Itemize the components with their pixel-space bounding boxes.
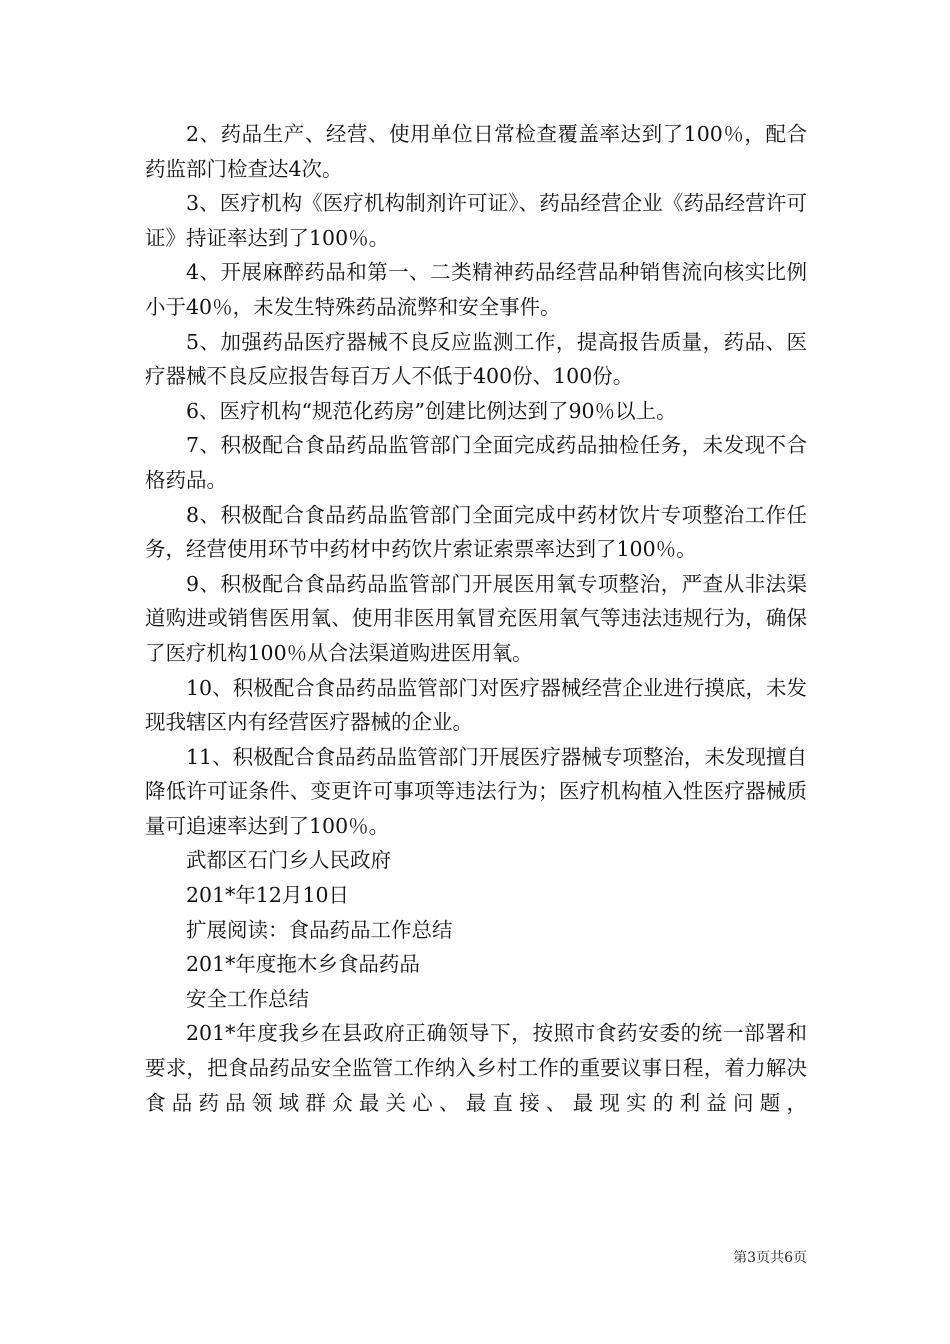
extended-reading-heading: 扩展阅读：食品药品工作总结 [186, 917, 453, 942]
paragraph-item-4: 4、开展麻醉药品和第一、二类精神药品经营品种销售流向核实比例小于40％，未发生特殊药品流弊和安全事件。 [145, 260, 807, 319]
paragraph-item-7: 7、积极配合食品药品监管部门全面完成药品抽检任务，未发现不合格药品。 [145, 433, 807, 492]
signature-date: 201*年12月10日 [186, 883, 350, 908]
paragraph-item-2: 2、药品生产、经营、使用单位日常检查覆盖率达到了100％，配合药监部门检查达4次。 [145, 122, 807, 181]
paragraph-item-9: 9、积极配合食品药品监管部门开展医用氧专项整治，严查从非法渠道购进或销售医用氧、使用非医用氧冒充医用氧气等违法违规行为，确保了医疗机构100％从合法渠道购进医用氧。 [145, 571, 807, 665]
extended-title-line-2: 安全工作总结 [186, 986, 309, 1011]
paragraph-item-10: 10、积极配合食品药品监管部门对医疗器械经营企业进行摸底，未发现我辖区内有经营医疗器械的企业。 [145, 675, 807, 735]
paragraph-item-6: 6、医疗机构“规范化药房”创建比例达到了90％以上。 [186, 398, 677, 423]
extended-body-paragraph: 201*年度我乡在县政府正确领导下，按照市食药安委的统一部署和要求，把食品药品安全监管工作纳入乡村工作的重要议事日程，着力解决食品药品领域群众最关心、最直接、最现实的利益问题， [145, 1021, 807, 1115]
paragraph-item-11: 11、积极配合食品药品监管部门开展医疗器械专项整治，未发现擅自降低许可证条件、变更许可事项等违法行为；医疗机构植入性医疗器械质量可追速率达到了100％。 [145, 744, 807, 838]
paragraph-item-3: 3、医疗机构《医疗机构制剂许可证》、药品经营企业《药品经营许可证》持证率达到了100％。 [145, 191, 807, 250]
page-number-footer: 第3页共6页 [733, 1250, 807, 1266]
paragraph-item-5: 5、加强药品医疗器械不良反应监测工作，提高报告质量，药品、医疗器械不良反应报告每百万人不低于400份、100份。 [145, 329, 807, 389]
paragraph-item-8: 8、积极配合食品药品监管部门全面完成中药材饮片专项整治工作任务，经营使用环节中药材中药饮片索证索票率达到了100％。 [145, 502, 807, 562]
document-body [145, 117, 807, 1120]
extended-title-line-1: 201*年度拖木乡食品药品 [186, 952, 420, 977]
signature-org: 武都区石门乡人民政府 [186, 848, 391, 873]
